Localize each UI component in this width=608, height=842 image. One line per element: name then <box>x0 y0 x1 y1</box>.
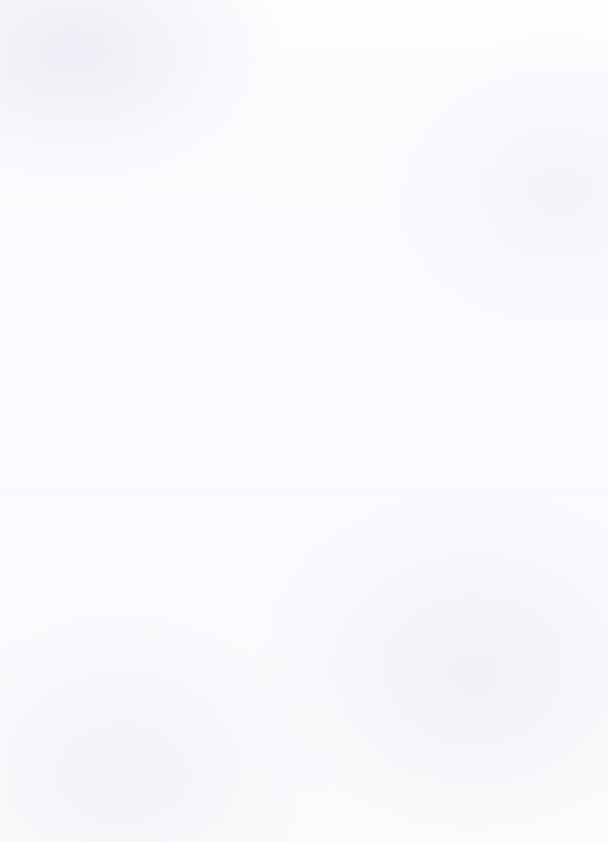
intro-paragraph <box>72 150 535 166</box>
appointments-list <box>72 184 535 283</box>
document-header <box>72 34 536 40</box>
